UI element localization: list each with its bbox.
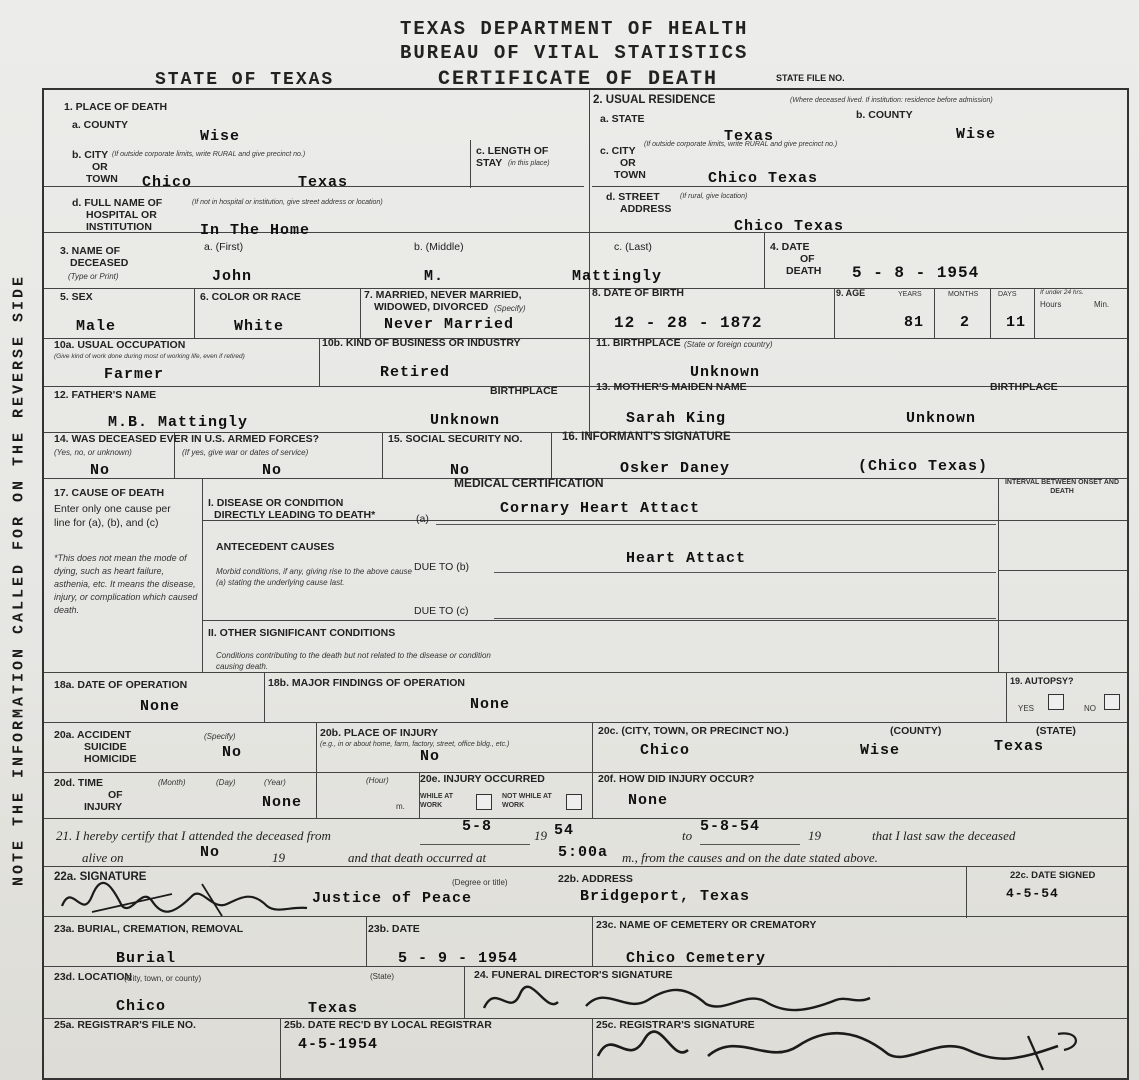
deceased-label: DECEASED: [70, 257, 129, 269]
day-label: (Day): [216, 778, 236, 787]
sex-label: 5. SEX: [60, 291, 93, 303]
medical-certification-heading: MEDICAL CERTIFICATION: [454, 476, 604, 490]
degree-label: (Degree or title): [452, 878, 508, 887]
date-signed-value: 4-5-54: [1006, 886, 1059, 901]
alive-on-text: alive on: [82, 850, 124, 865]
armed-war-value: No: [262, 462, 283, 479]
location-label: 23d. LOCATION: [54, 971, 132, 983]
certificate-title: CERTIFICATE OF DEATH: [438, 68, 719, 91]
funeral-director-label: 24. FUNERAL DIRECTOR'S SIGNATURE: [474, 969, 673, 981]
hospital-label: d. FULL NAME OF: [72, 197, 163, 209]
m-label: m.: [396, 802, 405, 811]
interval-label: INTERVAL BETWEEN ONSET AND DEATH: [1004, 479, 1120, 495]
cemetery-label: 23c. NAME OF CEMETERY OR CREMATORY: [596, 919, 817, 931]
date-of-death-value: 5 - 8 - 1954: [852, 264, 980, 282]
registrar-signature: [588, 1016, 1088, 1074]
other-conditions-note: Conditions contributing to the death but not related to the disease or condition causing death.: [216, 651, 491, 671]
death-city-value: Chico: [142, 174, 193, 191]
death-county-label: a. COUNTY: [72, 119, 129, 131]
name-of-label: 3. NAME OF: [60, 245, 121, 257]
how-label: 20f. HOW DID INJURY OCCUR?: [598, 773, 755, 785]
to-19: 19: [808, 828, 821, 843]
disease-label: I. DISEASE OR CONDITION: [208, 497, 344, 509]
accident-value: No: [222, 744, 243, 761]
cemetery-value: Chico Cemetery: [626, 950, 767, 967]
res-town-label: TOWN: [614, 169, 646, 181]
marital-value: Never Married: [384, 316, 515, 333]
burial-date-value: 5 - 9 - 1954: [398, 950, 519, 967]
while-at-work-checkbox[interactable]: [476, 794, 492, 810]
findings-label: 18b. MAJOR FINDINGS OF OPERATION: [268, 677, 465, 689]
due-b-label: DUE TO (b): [414, 561, 470, 573]
marital-specify: (Specify): [494, 304, 526, 313]
informant-label: 16. INFORMANT'S SIGNATURE: [562, 431, 731, 443]
dob-label: 8. DATE OF BIRTH: [592, 287, 684, 299]
attended-from-value: 5-8: [462, 818, 493, 835]
autopsy-label: 19. AUTOPSY?: [1010, 676, 1074, 686]
not-while-checkbox[interactable]: [566, 794, 582, 810]
cause-a-mark: (a): [416, 513, 429, 525]
morbid-note: Morbid conditions, if any, giving rise to the above cause (a) stating the underlying cause last.: [216, 567, 412, 587]
birthplace-11-note: (State or foreign country): [684, 340, 773, 349]
middle-name-label: b. (Middle): [414, 241, 464, 253]
armed-value: No: [90, 462, 111, 479]
armed-forces-label: 14. WAS DECEASED EVER IN U.S. ARMED FORCES?: [54, 433, 320, 445]
age-days-value: 11: [1006, 314, 1027, 331]
occupation-note: (Give kind of work done during most of working life, even if retired): [54, 353, 245, 360]
res-address-label: ADDRESS: [620, 203, 672, 215]
race-value: White: [234, 318, 285, 335]
father-label: 12. FATHER'S NAME: [54, 389, 157, 401]
month-label: (Month): [158, 778, 186, 787]
death-county-value: Wise: [200, 128, 241, 145]
not-while-label: NOT WHILE AT WORK: [502, 793, 552, 809]
birthplace-11-label: 11. BIRTHPLACE: [596, 337, 681, 349]
attended-year-value: 54: [554, 822, 575, 839]
years-label: YEARS: [898, 291, 922, 298]
address-22-label: 22b. ADDRESS: [558, 873, 633, 885]
autopsy-yes-label: YES: [1018, 704, 1035, 713]
occupation-label: 10a. USUAL OCCUPATION: [54, 339, 186, 351]
hours-label: Hours: [1040, 300, 1062, 309]
under-24-label: If under 24 hrs.: [1040, 289, 1084, 296]
location-city-value: Chico: [116, 998, 167, 1015]
middle-name-value: M.: [424, 268, 445, 285]
father-birthplace-label: BIRTHPLACE: [490, 385, 558, 397]
of-label: OF: [800, 253, 815, 265]
injury-time-value: None: [262, 794, 303, 811]
last-name-label: c. (Last): [614, 241, 652, 253]
informant-value: Osker Daney: [620, 460, 731, 477]
mother-birthplace-label: BIRTHPLACE: [990, 381, 1058, 393]
attended-19: 19: [534, 828, 547, 843]
autopsy-no-checkbox[interactable]: [1104, 694, 1120, 710]
accident-specify: (Specify): [204, 732, 236, 741]
injury-county-label: (COUNTY): [890, 725, 942, 737]
injury-county-value: Wise: [860, 742, 901, 759]
hospital-note: (If not in hospital or institution, give street address or location): [192, 199, 383, 206]
usual-residence-note: (Where deceased lived. If institution: residence before admission): [790, 97, 993, 104]
burial-label: 23a. BURIAL, CREMATION, REMOVAL: [54, 923, 244, 935]
date-of-death-label: 4. DATE: [770, 241, 810, 253]
sex-value: Male: [76, 318, 117, 335]
res-state-value: Texas: [724, 128, 775, 145]
months-label: MONTHS: [948, 291, 979, 298]
father-value: M.B. Mattingly: [108, 414, 249, 431]
registrar-file-label: 25a. REGISTRAR'S FILE NO.: [54, 1019, 196, 1031]
death-time-value: 5:00a: [558, 844, 609, 861]
autopsy-no-label: NO: [1084, 704, 1096, 713]
hospital-or-label: HOSPITAL OR: [86, 209, 157, 221]
stay-label: STAY: [476, 157, 503, 169]
res-street-value: Chico Texas: [734, 218, 845, 235]
bureau-heading: BUREAU OF VITAL STATISTICS: [400, 42, 749, 64]
father-birthplace-value: Unknown: [430, 412, 501, 429]
accident-label: 20a. ACCIDENT: [54, 729, 132, 741]
business-label: 10b. KIND OF BUSINESS OR INDUSTRY: [322, 337, 521, 349]
injury-city-value: Chico: [640, 742, 691, 759]
location-state-label: (State): [370, 972, 395, 981]
dob-value: 12 - 28 - 1872: [614, 314, 763, 332]
autopsy-yes-checkbox[interactable]: [1048, 694, 1064, 710]
time-of-label: OF: [108, 789, 123, 801]
first-name-label: a. (First): [204, 241, 244, 253]
place-injury-label: 20b. PLACE OF INJURY: [320, 727, 439, 739]
res-state-label: a. STATE: [600, 113, 645, 125]
death-city-state-value: Texas: [298, 174, 349, 191]
title-value: Justice of Peace: [312, 890, 473, 907]
occupation-value: Farmer: [104, 366, 165, 383]
armed-note-1: (Yes, no, or unknown): [54, 448, 132, 457]
to-text: to: [682, 828, 693, 843]
death-label: DEATH: [786, 265, 822, 277]
res-city-note: (If outside corporate limits, write RURAL and give precinct no.): [644, 141, 838, 148]
star-note: *This does not mean the mode of dying, such as heart failure, asthenia, etc. It means the disease, injury, or complication which caused death.: [54, 553, 198, 615]
res-street-label: d. STREET: [606, 191, 660, 203]
widowed-label: WIDOWED, DIVORCED: [374, 301, 489, 313]
ssn-label: 15. SOCIAL SECURITY NO.: [388, 433, 523, 445]
time-label: 20d. TIME: [54, 777, 104, 789]
how-value: None: [628, 792, 669, 809]
antecedent-label: ANTECEDENT CAUSES: [216, 541, 335, 553]
death-occurred-text: and that death occurred at: [348, 850, 487, 865]
death-or-label: OR: [92, 161, 108, 173]
place-injury-value: No: [420, 748, 441, 765]
directly-label: DIRECTLY LEADING TO DEATH*: [214, 509, 376, 521]
state-file-no-label: STATE FILE NO.: [776, 73, 845, 83]
mother-value: Sarah King: [626, 410, 727, 427]
stay-note: (in this place): [508, 160, 550, 167]
suicide-label: SUICIDE: [84, 741, 127, 753]
reverse-side-note: NOTE THE INFORMATION CALLED FOR ON THE REVERSE SIDE: [10, 273, 28, 887]
operation-date-label: 18a. DATE OF OPERATION: [54, 679, 188, 691]
attended-to-value: 5-8-54: [700, 818, 761, 835]
location-state-value: Texas: [308, 1000, 359, 1017]
time-injury-label: INJURY: [84, 801, 123, 813]
res-county-label: b. COUNTY: [856, 109, 913, 121]
last-saw-text: that I last saw the deceased: [872, 828, 1016, 843]
min-label: Min.: [1094, 300, 1110, 309]
race-label: 6. COLOR OR RACE: [200, 291, 301, 303]
signature-label: 22a. SIGNATURE: [54, 871, 147, 883]
type-or-print-note: (Type or Print): [68, 272, 119, 281]
burial-date-label: 23b. DATE: [368, 923, 420, 935]
usual-residence-label: 2. USUAL RESIDENCE: [593, 94, 716, 106]
hospital-value: In The Home: [200, 222, 311, 239]
res-street-note: (If rural, give location): [680, 193, 748, 200]
injury-occurred-label: 20e. INJURY OCCURRED: [420, 773, 545, 785]
enter-only-label: Enter only one cause per: [54, 503, 171, 515]
mother-label: 13. MOTHER'S MAIDEN NAME: [596, 381, 747, 393]
cause-label: 17. CAUSE OF DEATH: [54, 487, 165, 499]
date-recd-value: 4-5-1954: [298, 1036, 379, 1053]
business-value: Retired: [380, 364, 451, 381]
due-c-label: DUE TO (c): [414, 605, 469, 617]
res-county-value: Wise: [956, 126, 997, 143]
homicide-label: HOMICIDE: [84, 753, 137, 765]
findings-value: None: [470, 696, 511, 713]
physician-signature: [52, 876, 312, 926]
certify-text: 21. I hereby certify that I attended the deceased from: [56, 828, 331, 843]
alive-on-value: No: [200, 844, 221, 861]
alive-19: 19: [272, 850, 285, 865]
res-or-label: OR: [620, 157, 636, 169]
age-months-value: 2: [960, 314, 971, 331]
informant-address-value: (Chico Texas): [858, 458, 989, 475]
injury-city-label: 20c. (CITY, TOWN, OR PRECINCT NO.): [598, 725, 789, 737]
line-for-label: line for (a), (b), and (c): [54, 517, 159, 529]
state-heading: STATE OF TEXAS: [155, 70, 335, 90]
place-of-death-label: 1. PLACE OF DEATH: [64, 101, 168, 113]
cause-b-value: Heart Attact: [626, 550, 747, 567]
burial-value: Burial: [116, 950, 177, 967]
birthplace-value: Unknown: [690, 364, 761, 381]
first-name-value: John: [212, 268, 253, 285]
date-signed-label: 22c. DATE SIGNED: [1010, 870, 1096, 881]
injury-state-value: Texas: [994, 738, 1045, 755]
other-conditions-label: II. OTHER SIGNIFICANT CONDITIONS: [208, 627, 396, 639]
ssn-value: No: [450, 462, 471, 479]
armed-note-2: (If yes, give war or dates of service): [182, 448, 309, 457]
while-at-work-label: WHILE AT WORK: [420, 793, 454, 809]
res-city-value: Chico Texas: [708, 170, 819, 187]
age-years-value: 81: [904, 314, 925, 331]
department-heading: TEXAS DEPARTMENT OF HEALTH: [400, 18, 749, 40]
cause-a-value: Cornary Heart Attact: [500, 500, 701, 517]
location-note: (City, town, or county): [124, 974, 202, 983]
length-of-stay-label: c. LENGTH OF: [476, 145, 549, 157]
hour-label: (Hour): [366, 776, 389, 785]
mother-birthplace-value: Unknown: [906, 410, 977, 427]
address-value: Bridgeport, Texas: [580, 888, 751, 905]
date-recd-label: 25b. DATE REC'D BY LOCAL REGISTRAR: [284, 1019, 492, 1031]
marital-label: 7. MARRIED, NEVER MARRIED,: [364, 289, 522, 301]
last-name-value: Mattingly: [572, 268, 663, 285]
res-city-label: c. CITY: [600, 145, 636, 157]
place-injury-note: (e.g., in or about home, farm, factory, street, office bldg., etc.): [320, 741, 510, 748]
registrar-signature-label: 25c. REGISTRAR'S SIGNATURE: [596, 1019, 755, 1031]
death-city-label: b. CITY: [72, 149, 109, 161]
injury-state-label: (STATE): [1036, 725, 1076, 737]
death-city-note: (If outside corporate limits, write RURAL and give precinct no.): [112, 151, 306, 158]
age-label: 9. AGE: [836, 288, 866, 298]
death-town-label: TOWN: [86, 173, 118, 185]
from-causes-text: m., from the causes and on the date stated above.: [622, 850, 878, 865]
year-label: (Year): [264, 778, 286, 787]
operation-date-value: None: [140, 698, 181, 715]
institution-label: INSTITUTION: [86, 221, 152, 233]
days-label: DAYS: [998, 291, 1017, 298]
